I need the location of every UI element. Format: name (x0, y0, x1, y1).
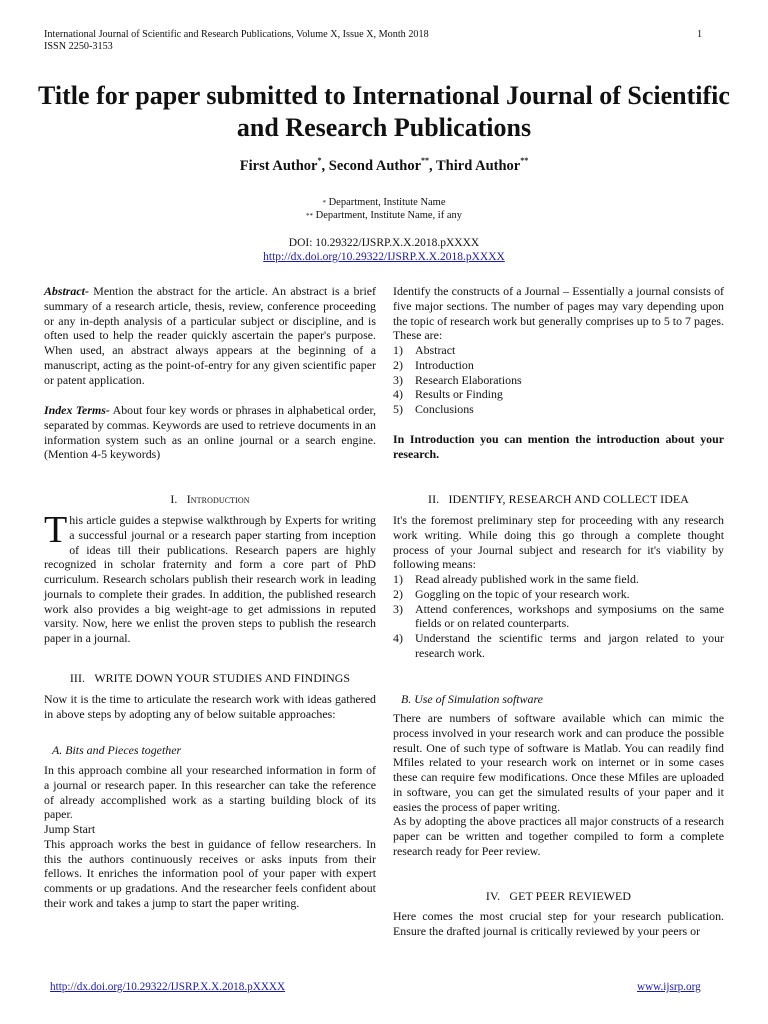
section-number: II. (428, 492, 440, 506)
paper-title: Title for paper submitted to International Journal of Scientific and Research Publications (38, 81, 730, 142)
doi-link[interactable]: http://dx.doi.org/10.29322/IJSRP.X.X.2018.pXXXX (263, 251, 505, 263)
list-number: 1) (393, 343, 403, 357)
list-item (393, 572, 724, 587)
author-third-mark: ** (520, 156, 529, 165)
index-terms (44, 403, 376, 462)
bits-and-pieces-text: In this approach combine all your researched information in form of a journal or research paper. In this researcher can take the reference of already accomplished work as a starting building block of its paper. (44, 763, 376, 822)
journal-line: International Journal of Scientific and Research Publications, Volume X, Issue X, Month 2018 (44, 29, 429, 40)
affiliation-mark: * (322, 199, 326, 207)
abstract (44, 284, 376, 387)
affiliation-mark: ** (306, 212, 313, 220)
identify-list (393, 572, 724, 661)
list-text: Goggling on the topic of your research work. (415, 586, 630, 601)
affiliation-1 (0, 196, 768, 210)
author-separator: , (429, 158, 437, 174)
list-number: 2) (393, 357, 403, 372)
doi-label: DOI: 10.29322/IJSRP.X.X.2018.pXXXX (288, 237, 480, 249)
list-text: Conclusions (415, 402, 474, 416)
subsection-simulation-software: B. Use of Simulation software (401, 692, 543, 706)
section-number: III. (69, 671, 86, 685)
author-first: First Author (239, 158, 318, 174)
footer-site-link[interactable]: www.ijsrp.org (637, 981, 701, 993)
write-down-intro: Now it is the time to articulate the research work with ideas gathered in above steps by adopting any of below suitable approaches: (44, 692, 376, 721)
jump-start-label: Jump Start (44, 822, 96, 836)
jump-start-text: This approach works the best in guidance of fellow researchers. In this the authors continuously receives or asks inputs from their fellows. It enriches the information pool of your paper with expert comments or up gradations. And the researcher feels confident about their work and takes a jump to start the paper writing. (44, 836, 376, 910)
simulation-text: There are numbers of software available which can mimic the process involved in your research work and can produce the possible result. One of such type of software is Matlab. You can readily find Mfiles related to your research work on internet or in some cases these can require few modifications. Once these Mfiles are uploaded in software, you can get the simulated results of your paper and it easies the process of paper writing. (393, 711, 724, 814)
list-item (393, 387, 724, 402)
list-item (393, 373, 724, 388)
list-text: Understand the scientific terms and jargon related to your research work. (415, 631, 724, 660)
doi-link-row (0, 250, 768, 264)
section-title: Introduction (186, 492, 250, 506)
section-heading-write-down (44, 671, 376, 686)
section-heading-identify (393, 492, 724, 507)
section-title: WRITE DOWN YOUR STUDIES AND FINDINGS (94, 671, 351, 685)
list-number: 4) (393, 631, 403, 645)
list-text: Introduction (415, 357, 474, 372)
footer-doi-link[interactable]: http://dx.doi.org/10.29322/IJSRP.X.X.2018.pXXXX (50, 981, 286, 993)
list-number: 3) (393, 372, 403, 387)
constructs-list (393, 343, 724, 417)
author-line (0, 158, 768, 175)
list-text: Results or Finding (415, 387, 503, 402)
list-item (393, 358, 724, 373)
list-number: 3) (393, 601, 403, 616)
list-number: 4) (393, 387, 403, 402)
abstract-text: Mention the abstract for the article. An abstract is a brief summary of a research article, thesis, review, conference proceeding or any in-depth analysis of a particular subject or discipline, and is often used to help the reader quickly ascertain the paper's purpose. When used, an abstract always appears at the beginning of a manuscript, acting as the point-of-entry for any given scientific paper or patent application. (44, 284, 376, 387)
index-terms-text: About four key words or phrases in alphabetical order, separated by commas. Keywords are used to retrieve documents in an information system such as an online journal or a search engine. (Mention 4-5 keywords) (44, 403, 376, 462)
simulation-body (393, 711, 724, 859)
author-third: Third Author (436, 158, 521, 174)
list-item (393, 343, 724, 358)
list-item (393, 602, 724, 632)
identify-text: It's the foremost preliminary step for proceeding with any research work writing. While doing this go through a complete thought process of your Journal subject and research for it's viability by following means: (393, 513, 724, 572)
author-first-mark: * (317, 156, 322, 165)
bits-and-pieces-body (44, 763, 376, 911)
page-number: 1 (697, 29, 703, 40)
list-item (393, 631, 724, 661)
author-separator: , (321, 158, 329, 174)
issn: ISSN 2250-3153 (44, 41, 113, 52)
list-text: Read already published work in the same field. (415, 572, 639, 586)
index-terms-label: Index Terms- (44, 403, 110, 417)
list-item (393, 587, 724, 602)
footer-site (637, 981, 701, 993)
introduction-text: his article guides a stepwise walkthrough by Experts for writing a successful journal or a research paper starting from inception of ideas till their publications. Research papers are highly recognized in scholar fraternity and form a core part of PhD curriculum. Research scholars publish their research work in leading journals to complete their grades. In addition, the published research work also provides a big weight-age to get admissions in reputed varsity. Now, here we enlist the proven steps to publish the research paper in a journal. (44, 513, 376, 645)
constructs-intro: Identify the constructs of a Journal – Essentially a journal consists of five major sections. The number of pages may vary depending upon the topic of research work but generally comprises up to 5 to 7 pages. These are: (393, 284, 724, 343)
subsection-bits-and-pieces: A. Bits and Pieces together (52, 743, 182, 757)
identify-body (393, 513, 724, 661)
section-heading-peer-review (393, 889, 724, 904)
journal-constructs (393, 284, 724, 417)
list-text: Attend conferences, workshops and symposiums on the same fields or on related counterparts. (415, 601, 724, 631)
peer-review-body: Here comes the most crucial step for your research publication. Ensure the drafted journal is critically reviewed by your peers or (393, 909, 724, 938)
drop-cap: T (44, 509, 68, 551)
section-number: I. (170, 492, 178, 506)
list-item (393, 402, 724, 417)
introduction-body (44, 509, 376, 646)
list-number: 2) (393, 586, 403, 601)
list-number: 5) (393, 402, 403, 416)
section-title: GET PEER REVIEWED (509, 889, 632, 903)
footer-doi (50, 981, 285, 993)
list-number: 1) (393, 572, 403, 586)
running-header (44, 29, 429, 53)
abstract-label: Abstract- (44, 284, 89, 298)
simulation-text-2: As by adopting the above practices all major constructs of a research paper can be written and together compiled to form a complete research ready for Peer review. (393, 814, 724, 858)
section-number: IV. (485, 889, 501, 903)
introduction-note: In Introduction you can mention the introduction about your research. (393, 432, 724, 461)
section-heading-introduction (44, 492, 376, 507)
section-title: IDENTIFY, RESEARCH AND COLLECT IDEA (448, 492, 689, 506)
affiliation-text: Department, Institute Name, if any (313, 210, 462, 221)
affiliation-2 (0, 209, 768, 223)
list-text: Research Elaborations (415, 372, 522, 387)
affiliation-text: Department, Institute Name (325, 197, 446, 208)
author-second: Second Author (328, 158, 422, 174)
author-second-mark: ** (421, 156, 430, 165)
list-text: Abstract (415, 343, 456, 357)
